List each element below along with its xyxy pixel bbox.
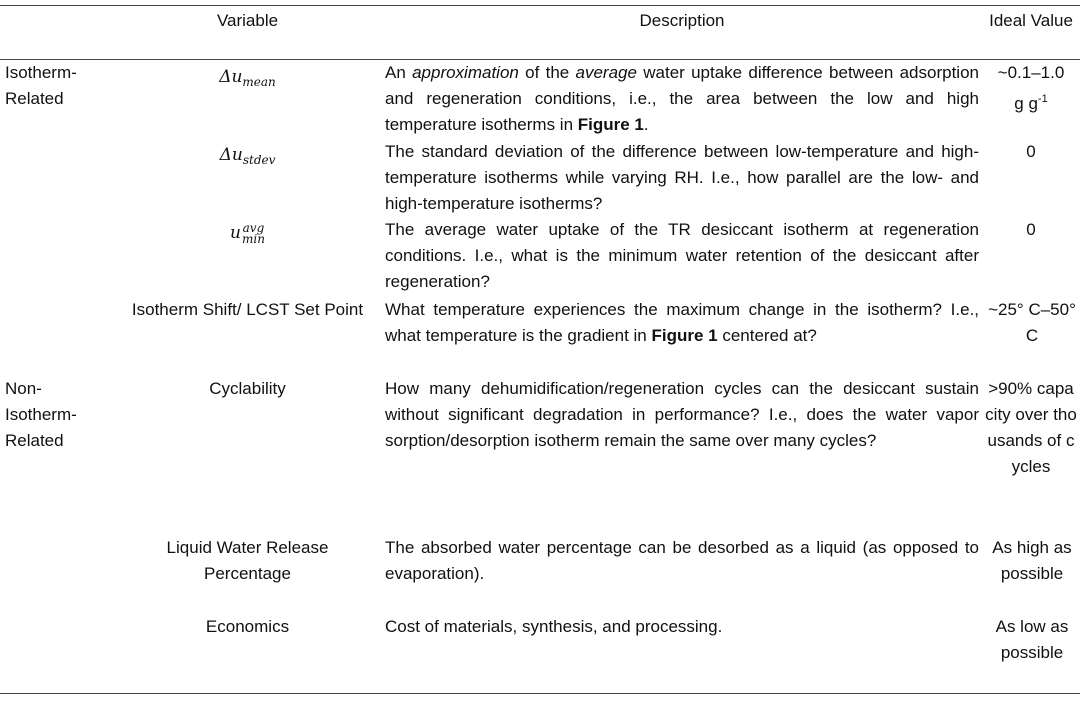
- desc-isotherm-shift: [385, 297, 979, 349]
- table-bottom-rule: [0, 693, 1080, 694]
- var-u-min-symbol: u: [230, 223, 241, 243]
- desc-du-mean-figure-ref[interactable]: Figure 1: [577, 115, 644, 134]
- desc-cyclability: How many dehumidification/regeneration cycles can the desiccant sustain without significant degradation in performance? I.e., does the water vapor sorption/desorption isotherm remain the same over many cycles?: [385, 379, 979, 450]
- category-isotherm-related: Isotherm-Related: [5, 63, 77, 108]
- header-variable: Variable: [216, 11, 279, 30]
- header-description: Description: [639, 11, 725, 30]
- desc-du-stdev: The standard deviation of the difference between low-temperature and high-temperature isotherms while varying RH. I.e., how parallel are the low- and high-temperature isotherms?: [385, 142, 979, 213]
- ideal-du-mean-unit: [985, 86, 1077, 117]
- ideal-du-stdev: 0: [1026, 142, 1036, 161]
- var-cyclability: Cyclability: [209, 379, 286, 398]
- desc-du-mean-text-3: water uptake difference between adsorption and regeneration conditions, i.e., the area between the low and high temperature isotherms in: [385, 63, 979, 134]
- var-u-min-sub: min: [242, 231, 265, 246]
- var-liquid-water-release: Liquid Water Release Percentage: [166, 538, 329, 583]
- desc-du-mean-text-1: An: [385, 63, 413, 82]
- desc-du-mean: [385, 60, 979, 138]
- var-du-mean-sub: mean: [242, 75, 276, 89]
- var-u-min-avg: [125, 220, 370, 246]
- ideal-du-mean-range: ~0.1–1.0: [997, 63, 1065, 82]
- ideal-du-mean-unit-exp: -1: [1037, 93, 1048, 105]
- ideal-economics: As low as possible: [995, 617, 1069, 662]
- ideal-liquid-water-release: As high as possible: [992, 538, 1072, 583]
- desc-du-mean-em-1: approximation: [412, 63, 519, 82]
- var-du-mean: [125, 64, 370, 95]
- category-non-isotherm-related: Non-Isotherm-Related: [5, 379, 77, 450]
- desc-du-mean-text-2: of the: [518, 63, 576, 82]
- desc-isotherm-shift-figure-ref[interactable]: Figure 1: [651, 326, 718, 345]
- var-du-stdev-symbol: Δu: [219, 145, 243, 165]
- desc-du-mean-em-2: average: [575, 63, 637, 82]
- desc-isotherm-shift-text-1: What temperature experiences the maximum change in the isotherm? I.e., what temperature is the gradient in: [385, 300, 979, 345]
- header-ideal-value: Ideal Value: [989, 11, 1073, 30]
- ideal-u-min: 0: [1026, 220, 1036, 239]
- desc-u-min: The average water uptake of the TR desiccant isotherm at regeneration conditions. I.e., what is the minimum water retention of the desiccant after regeneration?: [385, 220, 979, 291]
- var-du-stdev-sub: stdev: [242, 153, 276, 167]
- var-isotherm-shift: Isotherm Shift/ LCST Set Point: [131, 300, 364, 319]
- desc-liquid-water-release: The absorbed water percentage can be desorbed as a liquid (as opposed to evaporation).: [385, 538, 979, 583]
- desc-isotherm-shift-text-2: centered at?: [717, 326, 817, 345]
- ideal-cyclability: >90% capacity over thousands of cycles: [985, 379, 1077, 476]
- ideal-du-mean-unit-base: g g: [1014, 94, 1038, 113]
- var-du-stdev: [125, 142, 370, 173]
- var-economics: Economics: [205, 617, 290, 636]
- ideal-du-mean: [985, 60, 1077, 117]
- ideal-isotherm-shift: ~25° C–50° C: [988, 300, 1076, 345]
- var-du-mean-symbol: Δu: [219, 67, 243, 87]
- desc-economics: Cost of materials, synthesis, and processing.: [385, 617, 723, 636]
- table-top-rule: [0, 5, 1080, 6]
- var-u-min-sup: avg: [242, 220, 265, 235]
- desc-du-mean-text-4: .: [643, 115, 649, 134]
